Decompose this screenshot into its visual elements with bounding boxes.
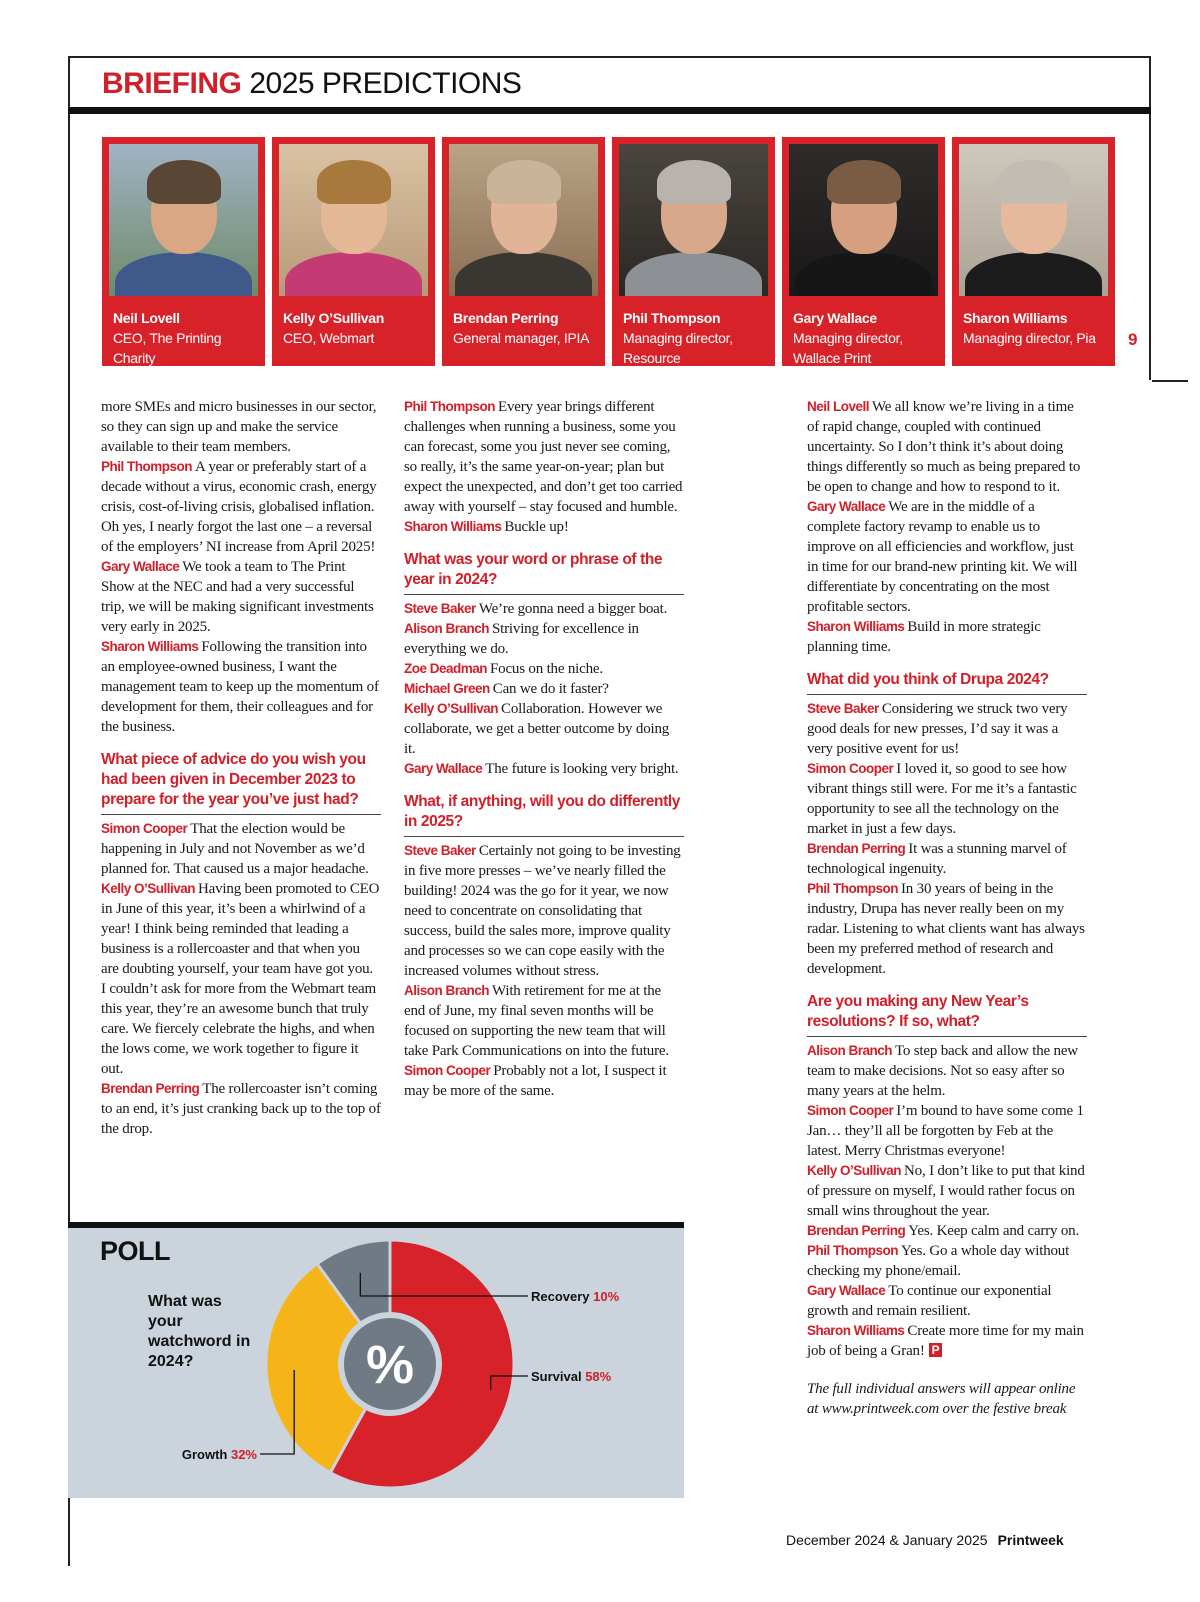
answer-text: Certainly not going to be investing in five more presses – we’ve nearly filled the building! 2024 was the go for it year, we now need to concentrate on consolidating that success, build the sales more, improve quality and processes so we can cope easily with the increased volumes without stress.: [404, 843, 681, 979]
profile-name: Brendan Perring: [453, 310, 559, 326]
answer-text: To continue our exponential growth and remain resilient.: [807, 1283, 1052, 1319]
profile-role: CEO, The Printing: [113, 330, 222, 346]
answer-text: I loved it, so good to see how vibrant things still were. For me it’s a fantastic opportunity to see all the technology on the market in just a few days.: [807, 761, 1077, 837]
answer-text: With retirement for me at the end of June, my final seven months will be focused on supporting the new team that will take Park Communications on into the future.: [404, 983, 669, 1059]
slice-category: Recovery: [531, 1289, 594, 1304]
speaker-name: Steve Baker: [807, 701, 879, 716]
profile-name: Neil Lovell: [113, 310, 180, 326]
profile-role: Managing director, Pia: [963, 330, 1096, 346]
speaker-name: Gary Wallace: [101, 559, 180, 574]
answer-text: Buckle up!: [504, 519, 569, 535]
speaker-name: Gary Wallace: [807, 499, 886, 514]
speaker-name: Kelly O’Sullivan: [404, 701, 499, 716]
profile-role: CEO, Webmart: [283, 330, 375, 346]
answer-paragraph: [807, 1281, 1087, 1321]
speaker-name: Kelly O’Sullivan: [807, 1163, 902, 1178]
answer-text: more SMEs and micro businesses in our sector, so they can sign up and make the service available to their team members.: [101, 399, 377, 455]
answer-text: It was a stunning marvel of technological ingenuity.: [807, 841, 1067, 877]
question-heading: What was your word or phrase of the year in 2024?: [404, 550, 684, 595]
answer-paragraph: [404, 517, 684, 537]
answer-paragraph: [404, 679, 684, 699]
poll-title: POLL: [100, 1236, 170, 1266]
answer-paragraph: [807, 497, 1087, 617]
profile-card: [102, 137, 265, 366]
answer-paragraph: [807, 699, 1087, 759]
slice-value: 10%: [593, 1289, 620, 1304]
speaker-name: Steve Baker: [404, 843, 476, 858]
answer-text: We all know we’re living in a time of rapid change, coupled with continued uncertainty. So I don’t think it’s about doing things differently so much as being prepared to be open to change and how to respond to it.: [807, 399, 1081, 495]
speaker-name: Sharon Williams: [404, 519, 502, 534]
page-header: [102, 64, 521, 104]
slice-label-recovery: [531, 1289, 620, 1304]
text-column-2: [404, 397, 684, 1101]
answer-text: Yes. Go a whole day without checking my phone/email.: [807, 1243, 1070, 1279]
speaker-name: Simon Cooper: [807, 1103, 894, 1118]
profile-card: [952, 137, 1115, 366]
answer-paragraph: [807, 1101, 1087, 1161]
answer-text: Yes. Keep calm and carry on.: [908, 1223, 1080, 1239]
answer-paragraph: [404, 397, 684, 517]
speaker-name: Sharon Williams: [807, 619, 905, 634]
answer-text: The future is looking very bright.: [485, 761, 679, 777]
section-label: BRIEFING: [102, 67, 242, 100]
portrait-photo: [619, 144, 768, 296]
speaker-name: Brendan Perring: [101, 1081, 200, 1096]
answer-paragraph: [404, 841, 684, 981]
profile-role: General manager, IPIA: [453, 330, 590, 346]
portrait-photo: [789, 144, 938, 296]
answer-text: The rollercoaster isn’t coming to an end, it’s just cranking back up to the top of the drop.: [101, 1081, 381, 1137]
answer-paragraph: [404, 699, 684, 759]
answer-paragraph: [404, 619, 684, 659]
answer-text: Build in more strategic planning time.: [807, 619, 1041, 655]
speaker-name: Gary Wallace: [404, 761, 483, 776]
speaker-name: Phil Thompson: [101, 459, 192, 474]
slice-category: Growth: [181, 1447, 231, 1462]
portrait-photo: [279, 144, 428, 296]
speaker-name: Sharon Williams: [101, 639, 199, 654]
answer-paragraph: [807, 1041, 1087, 1101]
slice-label-survival: [531, 1369, 612, 1384]
answer-paragraph: [807, 1321, 1087, 1361]
question-heading: What, if anything, will you do differently in 2025?: [404, 792, 684, 837]
poll-question: What was your watchword in 2024?: [148, 1293, 251, 1370]
speaker-name: Brendan Perring: [807, 841, 906, 856]
answer-text: Striving for excellence in everything we do.: [404, 621, 639, 657]
speaker-name: Phil Thompson: [807, 881, 898, 896]
slice-category: Survival: [531, 1369, 586, 1384]
issue-date: December 2024 & January 2025: [786, 1532, 988, 1548]
answer-text: We’re gonna need a bigger boat.: [478, 601, 668, 617]
answer-paragraph: [807, 879, 1087, 979]
speaker-name: Michael Green: [404, 681, 490, 696]
answer-paragraph: [807, 759, 1087, 839]
profile-card: [782, 137, 945, 366]
speaker-name: Sharon Williams: [807, 1323, 905, 1338]
portrait-photo: [109, 144, 258, 296]
profile-card: [442, 137, 605, 366]
profile-role: Charity: [113, 350, 156, 366]
answer-text: A year or preferably start of a decade without a virus, economic crash, energy crisis, cost-of-living crisis, globalised inflation. Oh yes, I nearly forgot the last one – a reversal of the employers’ NI increase from April 2025!: [101, 459, 377, 555]
speaker-name: Phil Thompson: [807, 1243, 898, 1258]
photo-hair: [657, 160, 731, 204]
answer-paragraph: [404, 659, 684, 679]
answer-text: Having been promoted to CEO in June of this year, it’s been a whirlwind of a year! I think being reminded that leading a business is a rollercoaster and that when you are doubting yourself, your team have got you. I couldn’t ask for more from the Webmart team this year, they’re an awesome bunch that truly care. We fiercely celebrate the highs, and when the lows come, we work together to figure it out.: [101, 881, 380, 1077]
speaker-name: Neil Lovell: [807, 399, 870, 414]
profile-name: Phil Thompson: [623, 310, 721, 326]
profile-strip: [102, 137, 1126, 366]
profile-card: [612, 137, 775, 366]
answer-paragraph: [807, 397, 1087, 497]
speaker-name: Simon Cooper: [101, 821, 188, 836]
answer-text: Considering we struck two very good deals for new presses, I’d say it was a very positive event for us!: [807, 701, 1068, 757]
answer-text: Probably not a lot, I suspect it may be more of the same.: [404, 1063, 667, 1099]
question-heading: Are you making any New Year’s resolutions? If so, what?: [807, 992, 1087, 1037]
speaker-name: Steve Baker: [404, 601, 476, 616]
page-footer: [786, 1532, 1064, 1548]
photo-hair: [997, 160, 1071, 204]
speaker-name: Zoe Deadman: [404, 661, 488, 676]
speaker-name: Simon Cooper: [807, 761, 894, 776]
magazine-brand: Printweek: [997, 1532, 1064, 1548]
speaker-name: Kelly O’Sullivan: [101, 881, 196, 896]
percent-icon: %: [365, 1335, 415, 1395]
text-column-3: [807, 397, 1087, 1419]
answer-text: Focus on the niche.: [490, 661, 603, 677]
answer-paragraph: [807, 1221, 1087, 1241]
answer-paragraph: [101, 557, 381, 637]
portrait-photo: [959, 144, 1108, 296]
profile-role: Managing director,: [793, 330, 903, 346]
answer-text: No, I don’t like to put that kind of pressure on myself, I would rather focus on small wins throughout the year.: [807, 1163, 1085, 1219]
profile-role: Managing director,: [623, 330, 733, 346]
profile-name: Gary Wallace: [793, 310, 877, 326]
answer-paragraph: [101, 637, 381, 737]
frame-right-rule: [1149, 56, 1151, 380]
photo-hair: [317, 160, 391, 204]
answer-text: That the election would be happening in July and not November as we’d planned for. That caused us a major headache.: [101, 821, 369, 877]
speaker-name: Simon Cooper: [404, 1063, 491, 1078]
answer-text: Every year brings different challenges when running a business, some you can forecast, some you just never see coming, so really, it’s the same year-on-year; plan but expect the unexpected, and don’t get too carried away with yourself – stay focused and humble.: [404, 399, 683, 515]
answer-paragraph: [101, 1079, 381, 1139]
text-column-1: [101, 397, 381, 1139]
answer-text: I’m bound to have some come 1 Jan… they’ll all be forgotten by Feb at the latest. Merry Christmas everyone!: [807, 1103, 1084, 1159]
profile-name: Kelly O’Sullivan: [283, 310, 385, 326]
photo-hair: [147, 160, 221, 204]
portrait-photo: [449, 144, 598, 296]
speaker-name: Brendan Perring: [807, 1223, 906, 1238]
speaker-name: Alison Branch: [404, 983, 490, 998]
answer-text: Can we do it faster?: [492, 681, 609, 697]
profile-role: Resource: [623, 350, 681, 366]
photo-hair: [487, 160, 561, 204]
profile-name: Sharon Williams: [963, 310, 1068, 326]
page-title: 2025 PREDICTIONS: [249, 67, 522, 100]
answer-paragraph: [404, 759, 684, 779]
online-note: The full individual answers will appear online at www.printweek.com over the festive break: [807, 1381, 1076, 1417]
speaker-name: Gary Wallace: [807, 1283, 886, 1298]
slice-label-growth: [182, 1447, 258, 1462]
answer-text: Create more time for my main job of being a Gran!: [807, 1323, 1084, 1359]
poll-box: [68, 1228, 684, 1498]
answer-text: In 30 years of being in the industry, Drupa has never really been on my radar. Listening to what clients want has always been my preferred method of research and development.: [807, 881, 1085, 977]
answer-paragraph: [807, 1161, 1087, 1221]
header-rule: [68, 107, 1151, 114]
profile-role: Wallace Print: [793, 350, 872, 366]
answer-paragraph: [807, 1241, 1087, 1281]
speaker-name: Phil Thompson: [404, 399, 495, 414]
answer-paragraph: [101, 457, 381, 557]
answer-paragraph: [807, 839, 1087, 879]
answer-paragraph: [404, 981, 684, 1061]
answer-paragraph: [101, 819, 381, 879]
slice-value: 32%: [230, 1447, 257, 1462]
question-heading: What did you think of Drupa 2024?: [807, 670, 1087, 695]
photo-hair: [827, 160, 901, 204]
answer-paragraph: [807, 617, 1087, 657]
page-number-rule: [1152, 380, 1188, 382]
answer-text: We took a team to The Print Show at the NEC and had a very successful trip, we will be making significant investments very early in 2025.: [101, 559, 374, 635]
profile-card: [272, 137, 435, 366]
end-mark-icon: P: [929, 1343, 943, 1357]
answer-text: Following the transition into an employee-owned business, I want the management team to keep up the momentum of development for them, their colleagues and for the business.: [101, 639, 379, 735]
question-heading: What piece of advice do you wish you had been given in December 2023 to prepare for the year you’ve just had?: [101, 750, 381, 815]
frame-top-rule: [68, 56, 1151, 58]
speaker-name: Alison Branch: [404, 621, 490, 636]
answer-paragraph: [404, 599, 684, 619]
answer-text: We are in the middle of a complete factory revamp to enable us to improve on all efficiencies and workflow, just in time for our brand-new printing kit. We will differentiate by concentrating on the most profitable sectors.: [807, 499, 1078, 615]
page-number: 9: [1128, 330, 1138, 349]
answer-paragraph: [101, 397, 381, 457]
speaker-name: Alison Branch: [807, 1043, 893, 1058]
answer-paragraph: [101, 879, 381, 1079]
answer-paragraph: [404, 1061, 684, 1101]
answer-text: Collaboration. However we collaborate, we get a better outcome by doing it.: [404, 701, 670, 757]
poll-donut-chart: [68, 1228, 684, 1498]
answer-text: To step back and allow the new team to make decisions. Not so easy after so many years at the helm.: [807, 1043, 1078, 1099]
slice-value: 58%: [585, 1369, 612, 1384]
